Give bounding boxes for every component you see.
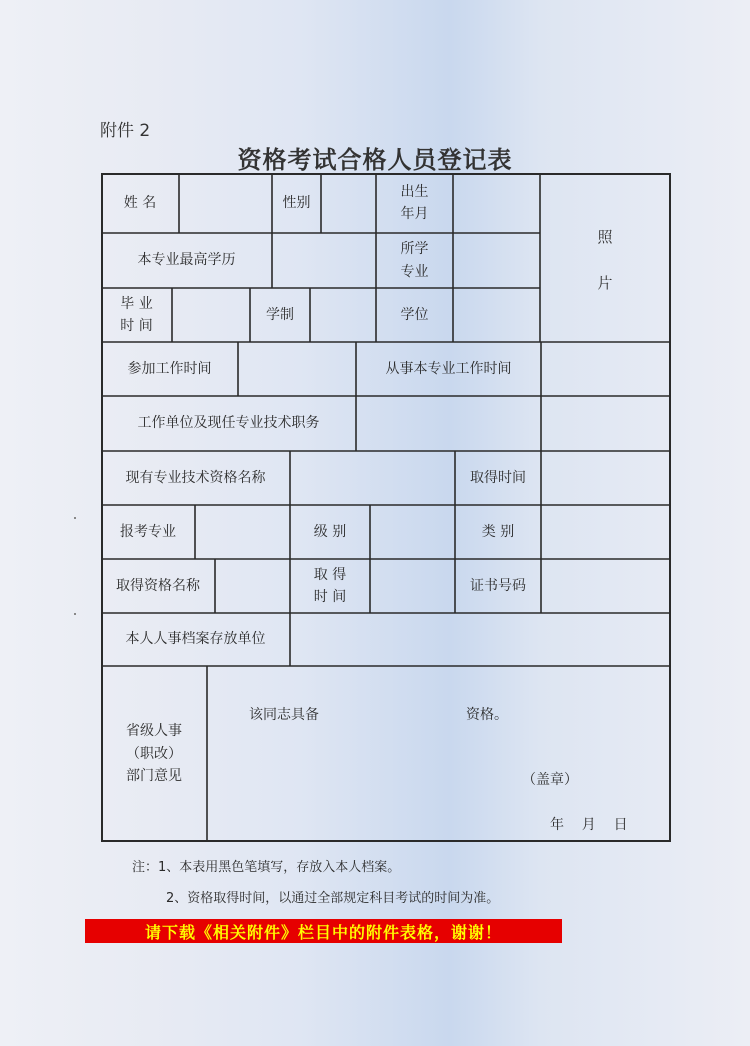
certificate-number-label: 证书号码 xyxy=(470,577,526,594)
certificate-number-input[interactable] xyxy=(541,559,671,613)
degree-label: 学位 xyxy=(400,306,429,323)
form-title: 资格考试合格人员登记表 xyxy=(237,145,513,174)
birth-date-input[interactable] xyxy=(453,173,540,233)
attachment-label: 附件 2 xyxy=(100,121,151,141)
degree-input[interactable] xyxy=(453,288,540,342)
major-label: 所学 专业 xyxy=(400,241,429,280)
graduation-time-label: 毕 业 时 间 xyxy=(120,295,153,334)
major-input[interactable] xyxy=(453,233,540,288)
archive-unit-input[interactable] xyxy=(290,613,671,666)
obtain-time-label: 取 得 时 间 xyxy=(313,566,347,605)
opinion-text-suffix: 资格。 xyxy=(466,707,508,723)
obtained-time-input[interactable] xyxy=(541,451,671,505)
gender-label: 性别 xyxy=(282,194,311,211)
study-length-input[interactable] xyxy=(310,288,376,342)
work-start-label: 参加工作时间 xyxy=(127,360,212,377)
download-notice-banner: 请下载《相关附件》栏目中的附件表格，谢谢！ xyxy=(85,919,562,943)
name-input[interactable] xyxy=(179,173,272,233)
scan-speck xyxy=(74,613,76,615)
note-1: 注：1、本表用黑色笔填写，存放入本人档案。 xyxy=(132,860,401,875)
exam-major-input[interactable] xyxy=(195,505,290,559)
photo-box[interactable] xyxy=(540,173,671,342)
gender-input[interactable] xyxy=(321,173,376,233)
opinion-text-prefix: 该同志具备 xyxy=(249,707,319,723)
name-label: 姓 名 xyxy=(123,194,157,211)
education-input[interactable] xyxy=(272,233,376,288)
stamp-text: （盖章） xyxy=(522,772,578,788)
birth-date-label: 出生 年月 xyxy=(400,183,429,222)
scan-speck xyxy=(74,517,76,519)
level-label: 级 别 xyxy=(313,523,347,540)
current-qualification-label: 现有专业技术资格名称 xyxy=(125,469,266,486)
exam-major-label: 报考专业 xyxy=(120,523,176,540)
department-opinion-label: 省级人事 （职改） 部门意见 xyxy=(126,723,182,785)
work-start-input[interactable] xyxy=(238,342,356,396)
category-input[interactable] xyxy=(541,505,671,559)
category-label: 类 别 xyxy=(481,523,515,540)
obtain-time-input[interactable] xyxy=(370,559,455,613)
qualification-name-label: 取得资格名称 xyxy=(116,577,200,594)
photo-label-char-2: 片 xyxy=(597,274,613,292)
study-length-label: 学制 xyxy=(266,306,294,323)
employer-position-input[interactable] xyxy=(356,396,541,451)
date-text: 年 月 日 xyxy=(550,817,628,833)
employer-position-label: 工作单位及现任专业技术职务 xyxy=(137,415,320,432)
obtained-time-label: 取得时间 xyxy=(470,469,526,486)
note-2: 2、资格取得时间，以通过全部规定科目考试的时间为准。 xyxy=(166,891,500,906)
qualification-name-input[interactable] xyxy=(215,559,290,613)
major-work-time-input[interactable] xyxy=(541,342,671,396)
archive-unit-label: 本人人事档案存放单位 xyxy=(125,631,266,648)
major-work-time-label: 从事本专业工作时间 xyxy=(385,360,512,377)
level-input[interactable] xyxy=(370,505,455,559)
current-qualification-input[interactable] xyxy=(290,451,455,505)
graduation-time-input[interactable] xyxy=(172,288,250,342)
employer-position-input-2[interactable] xyxy=(541,396,671,451)
photo-label-char-1: 照 xyxy=(597,228,613,246)
education-label: 本专业最高学历 xyxy=(137,252,236,269)
